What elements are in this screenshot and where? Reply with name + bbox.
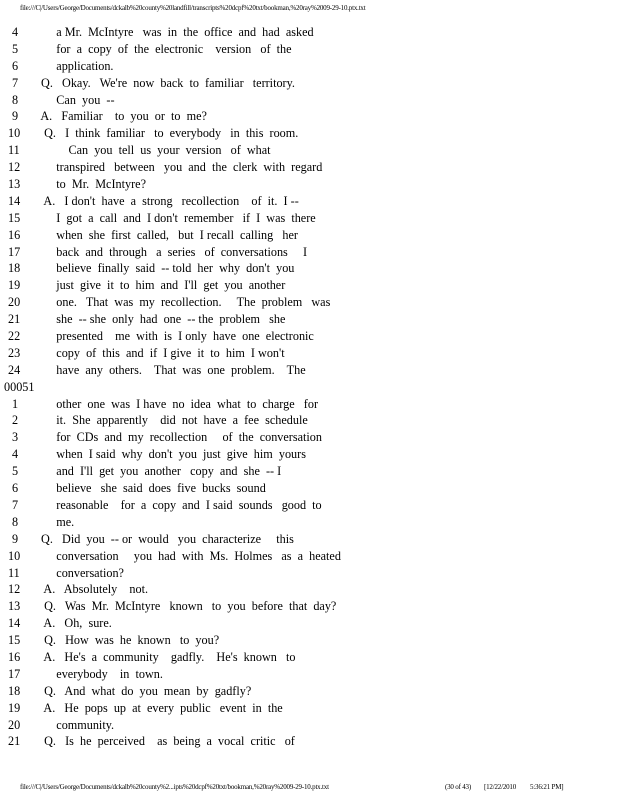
line-text: for a copy of the electronic version of the	[38, 41, 292, 56]
transcript-line	[4, 412, 604, 429]
transcript-line	[4, 733, 604, 750]
footer-file-path: file:///C|/Users/George/Documents/dckalb%20county%2...ipts%20dcpf%20txt/bookman,%20ray%2009-29-10.ptx.txt	[20, 783, 329, 791]
line-text: have any others. That was one problem. The	[38, 362, 306, 377]
transcript-line	[4, 345, 604, 362]
line-text: Q. Was Mr. McIntyre known to you before that day?	[38, 599, 337, 614]
line-number: 18	[8, 683, 21, 698]
line-text: Can you tell us your version of what	[38, 143, 271, 158]
transcript-line	[4, 717, 604, 734]
transcript-line	[4, 362, 604, 379]
transcript-line	[4, 463, 604, 480]
line-number: 19	[8, 700, 21, 715]
footer-time: 5:36:21 PM]	[530, 783, 564, 791]
line-number: 2	[12, 413, 19, 428]
transcript-line	[4, 649, 604, 666]
transcript-block-a	[4, 24, 604, 379]
line-number: 11	[8, 565, 20, 580]
transcript-line	[4, 581, 604, 598]
line-text: for CDs and my recollection of the conversation	[38, 430, 322, 445]
transcript-line	[4, 210, 604, 227]
transcript-line	[4, 193, 604, 210]
line-number: 9	[12, 531, 19, 546]
line-text: conversation you had with Ms. Holmes as a heated	[38, 548, 341, 563]
line-number: 3	[12, 430, 19, 445]
transcript-line	[4, 58, 604, 75]
line-text: reasonable for a copy and I said sounds good to	[38, 497, 322, 512]
line-number: 11	[8, 143, 20, 158]
transcript-line	[4, 700, 604, 717]
transcript-line	[4, 683, 604, 700]
transcript-line	[4, 531, 604, 548]
line-number: 20	[8, 717, 21, 732]
transcript-line	[4, 92, 604, 109]
line-text: A. He's a community gadfly. He's known to	[38, 649, 296, 664]
transcript-line	[4, 108, 604, 125]
line-text: application.	[38, 58, 114, 73]
line-text: back and through a series of conversations I	[38, 244, 308, 259]
line-number: 4	[12, 447, 19, 462]
transcript-line	[4, 142, 604, 159]
transcript-block-b	[4, 396, 604, 751]
line-text: Q. Okay. We're now back to familiar territory.	[38, 75, 295, 90]
line-text: other one was I have no idea what to charge for	[38, 396, 318, 411]
line-number: 1	[12, 396, 19, 411]
line-text: copy of this and if I give it to him I won't	[38, 345, 285, 360]
transcript-line	[4, 41, 604, 58]
line-text: one. That was my recollection. The problem was	[38, 295, 331, 310]
transcript-line	[4, 159, 604, 176]
transcript-line	[4, 294, 604, 311]
line-number: 6	[12, 481, 19, 496]
line-number: 10	[8, 126, 21, 141]
line-text: A. Oh, sure.	[38, 616, 112, 631]
line-text: I got a call and I don't remember if I was there	[38, 210, 316, 225]
line-number: 17	[8, 666, 21, 681]
line-number: 18	[8, 261, 21, 276]
line-text: transpired between you and the clerk with regard	[38, 160, 323, 175]
line-text: Q. Did you -- or would you characterize this	[38, 531, 294, 546]
transcript-body	[4, 24, 604, 750]
transcript-line	[4, 548, 604, 565]
line-text: to Mr. McIntyre?	[38, 177, 146, 192]
line-number: 7	[12, 497, 19, 512]
line-number: 16	[8, 649, 21, 664]
transcript-line	[4, 227, 604, 244]
line-text: A. Familiar to you or to me?	[38, 109, 207, 124]
transcript-line	[4, 497, 604, 514]
transcript-line	[4, 328, 604, 345]
line-text: community.	[38, 717, 115, 732]
line-number: 15	[8, 210, 21, 225]
line-number: 19	[8, 278, 21, 293]
transcript-line	[4, 311, 604, 328]
line-text: Q. How was he known to you?	[38, 633, 220, 648]
transcript-line	[4, 260, 604, 277]
line-number: 8	[12, 514, 19, 529]
line-number: 13	[8, 177, 21, 192]
line-text: and I'll get you another copy and she -- I	[38, 464, 282, 479]
transcript-line	[4, 125, 604, 142]
transcript-line	[4, 75, 604, 92]
line-number: 10	[8, 548, 21, 563]
line-number: 16	[8, 227, 21, 242]
line-number: 4	[12, 25, 19, 39]
line-text: Can you --	[38, 92, 115, 107]
line-number: 12	[8, 160, 21, 175]
transcript-line	[4, 514, 604, 531]
transcript-line	[4, 666, 604, 683]
line-text: conversation?	[38, 565, 124, 580]
line-number: 22	[8, 329, 21, 344]
line-number: 21	[8, 312, 21, 327]
transcript-line	[4, 615, 604, 632]
line-number: 5	[12, 41, 19, 56]
file-path-header: file:///C|/Users/George/Documents/dckalb%20county%20landfill/transcripts%20dcpf%20txt/bookman,%20ray%2009-29-10.ptx.txt	[20, 4, 366, 12]
line-text: she -- she only had one -- the problem she	[38, 312, 286, 327]
line-text: just give it to him and I'll get you another	[38, 278, 286, 293]
line-text: believe finally said -- told her why don't you	[38, 261, 295, 276]
line-text: when I said why don't you just give him yours	[38, 447, 306, 462]
line-number: 13	[8, 599, 21, 614]
page-marker: 00051	[4, 379, 35, 394]
line-text: a Mr. McIntyre was in the office and had asked	[38, 25, 314, 39]
line-number: 12	[8, 582, 21, 597]
transcript-line	[4, 176, 604, 193]
line-text: believe she said does five bucks sound	[38, 481, 266, 496]
line-number: 21	[8, 734, 21, 749]
line-number: 24	[8, 362, 21, 377]
line-number: 5	[12, 464, 19, 479]
transcript-line	[4, 598, 604, 615]
footer-page-count: (30 of 43)	[445, 783, 471, 791]
transcript-line	[4, 277, 604, 294]
line-number: 14	[8, 193, 21, 208]
line-text: it. She apparently did not have a fee schedule	[38, 413, 308, 428]
line-number: 9	[12, 109, 19, 124]
transcript-line	[4, 565, 604, 582]
line-text: Q. And what do you mean by gadfly?	[38, 683, 252, 698]
transcript-line	[4, 244, 604, 261]
line-text: A. I don't have a strong recollection of it. I --	[38, 193, 299, 208]
transcript-line	[4, 632, 604, 649]
line-number: 6	[12, 58, 19, 73]
line-number: 8	[12, 92, 19, 107]
line-text: A. Absolutely not.	[38, 582, 149, 597]
transcript-line	[4, 446, 604, 463]
footer-date: [12/22/2010	[484, 783, 517, 791]
line-text: Q. Is he perceived as being a vocal critic of	[38, 734, 295, 749]
line-text: A. He pops up at every public event in the	[38, 700, 283, 715]
line-text: everybody in town.	[38, 666, 163, 681]
transcript-line	[4, 396, 604, 413]
line-number: 7	[12, 75, 19, 90]
line-number: 23	[8, 345, 21, 360]
line-number: 20	[8, 295, 21, 310]
line-text: me.	[38, 514, 75, 529]
line-number: 14	[8, 616, 21, 631]
line-text: presented me with is I only have one electronic	[38, 329, 314, 344]
line-text: when she first called, but I recall calling her	[38, 227, 298, 242]
line-number: 15	[8, 633, 21, 648]
transcript-line	[4, 480, 604, 497]
transcript-line	[4, 429, 604, 446]
line-number: 17	[8, 244, 21, 259]
transcript-line	[4, 24, 604, 41]
line-text: Q. I think familiar to everybody in this room.	[38, 126, 299, 141]
